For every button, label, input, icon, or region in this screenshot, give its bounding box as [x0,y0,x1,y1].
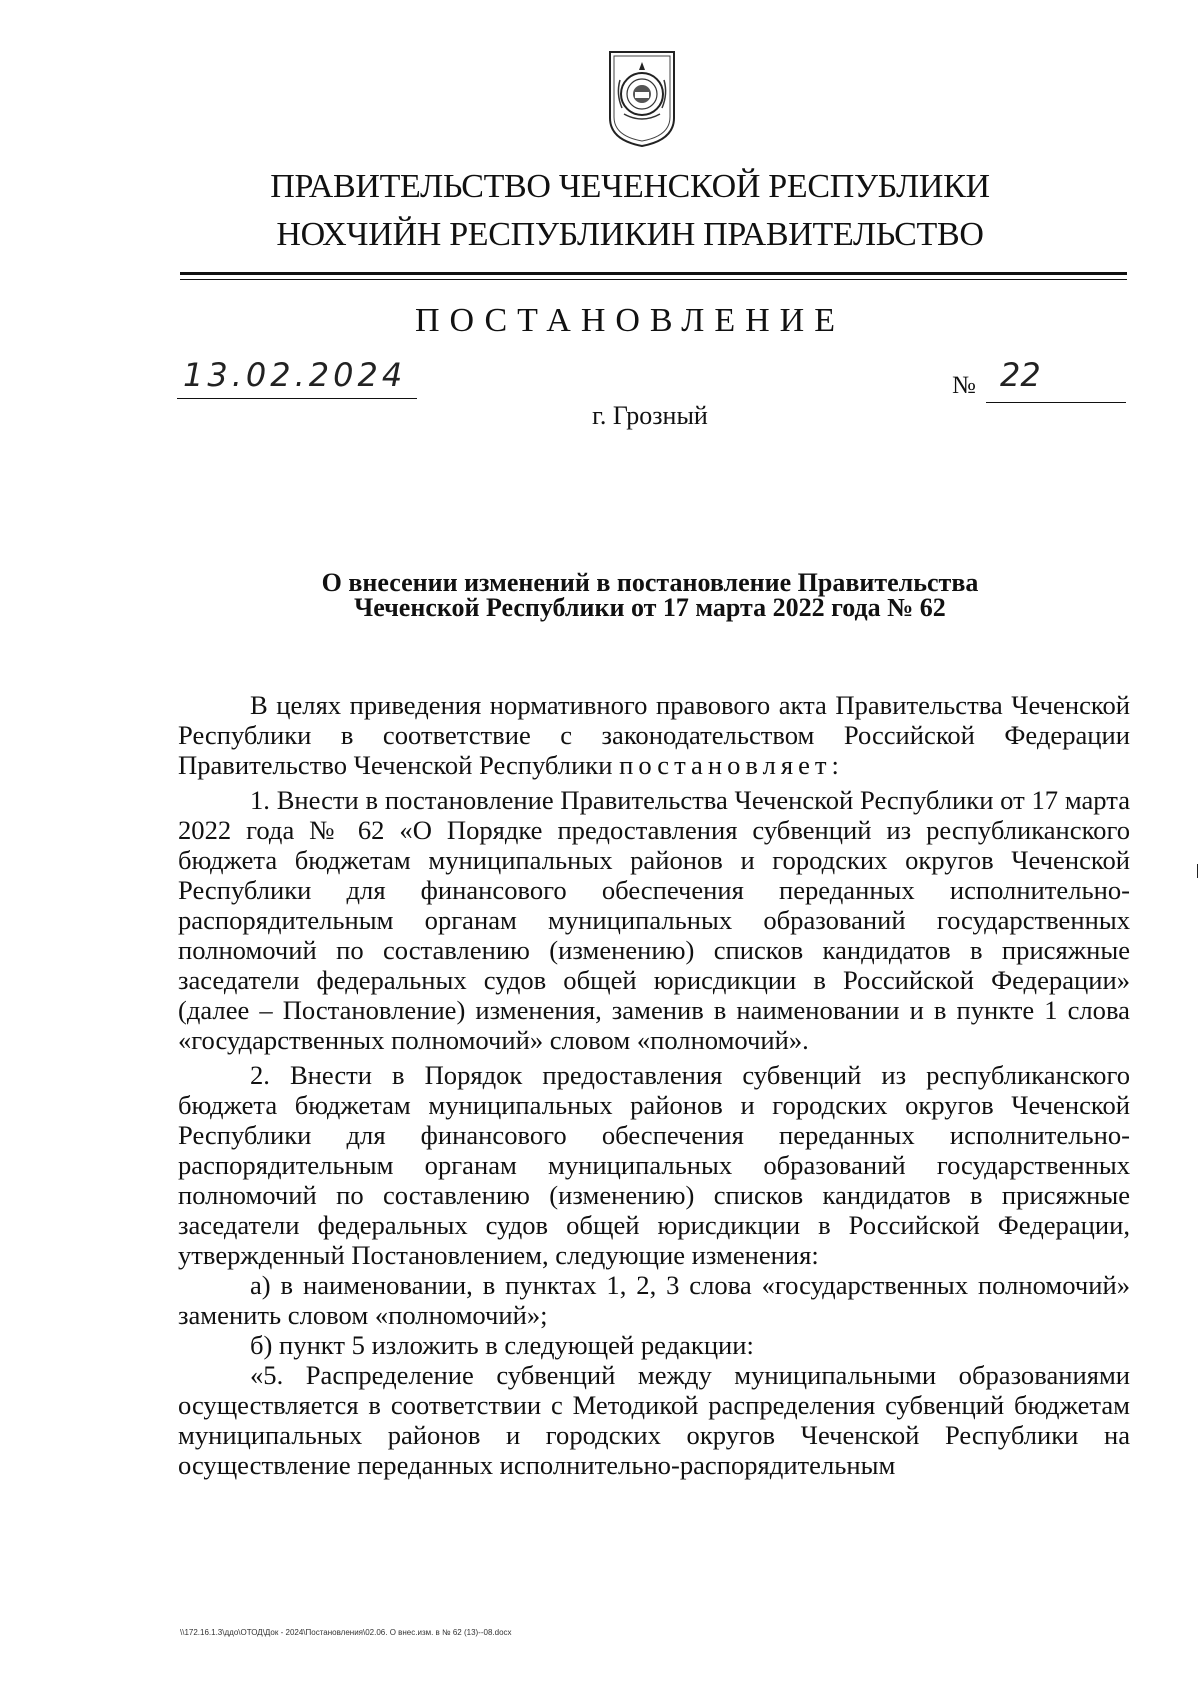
scan-margin-mark [1197,864,1198,878]
subitem-b: б) пункт 5 изложить в следующей редакции: [250,1330,754,1360]
paragraph-item-1: 1. Внести в постановление Правительства Чеченской Республики от 17 марта 2022 года № 62 «О Порядке предоставления субвенций из республиканского бюджета бюджетам муниципальных районов и городских округов Чеченской Республики для финансового обеспечения переданных исполнительно-распорядительным органам муниципальных образований государственных полномочий по составлению (изменению) списков кандидатов в присяжные заседатели федеральных судов общей юрисдикции в Российской Федерации» (далее – Постановление) изменения, заменив в наименовании и в пункте 1 слова «государственных полномочий» словом «полномочий». [178,785,1130,1055]
subject-line-1: О внесении изменений в постановление Правительства [321,568,979,597]
subitem-a: а) в наименовании, в пунктах 1, 2, 3 слова «государственных полномочий» заменить словом «полномочий»; [178,1270,1130,1330]
number-underline [986,402,1126,403]
decree-date: 13.02.2024 [183,356,407,394]
government-name-russian: ПРАВИТЕЛЬСТВО ЧЕЧЕНСКОЙ РЕСПУБЛИКИ [270,168,990,205]
decree-number: 22 [1000,356,1041,394]
city-name: г. Грозный [592,401,708,430]
preamble-text: В целях приведения нормативного правового акта Правительства Чеченской Республики в соответствие с законодательством Российской Федерации Правительство Чеченской Республики [178,690,1130,780]
decree-verb: постановляет: [619,750,844,780]
decree-body [178,690,1130,1480]
paragraph-item-2: 2. Внести в Порядок предоставления субвенций из республиканского бюджета бюджетам муниципальных районов и городских округов Чеченской Республики для финансового обеспечения переданных исполнительно-распорядительным органам муниципальных образований государственных полномочий по составлению (изменению) списков кандидатов в присяжные заседатели федеральных судов общей юрисдикции в Российской Федерации, утвержденный Постановлением, следующие изменения: [178,1060,1130,1270]
decree-title: ПОСТАНОВЛЕНИЕ [414,302,846,339]
footer-file-path: \\172.16.1.3\ддо\ОТОД\Док - 2024\Постановления\02.06. О внес.изм. в № 62 (13)--08.docx [180,1628,512,1637]
subject-line-2: Чеченской Республики от 17 марта 2022 года № 62 [354,593,946,622]
quoted-point-5: «5. Распределение субвенций между муниципальными образованиями осуществляется в соответствии с Методикой распределения субвенций бюджетам муниципальных районов и городских округов Чеченской Республики на осуществление переданных исполнительно-распорядительным [178,1360,1130,1480]
government-name-chechen: НОХЧИЙН РЕСПУБЛИКИН ПРАВИТЕЛЬСТВО [276,216,984,253]
header-rule-thin [180,279,1127,280]
coat-of-arms-icon [608,50,676,148]
preamble-paragraph [178,690,1130,780]
header-rule-thick [180,272,1127,275]
number-sign: № [952,372,976,399]
date-underline [177,398,417,399]
